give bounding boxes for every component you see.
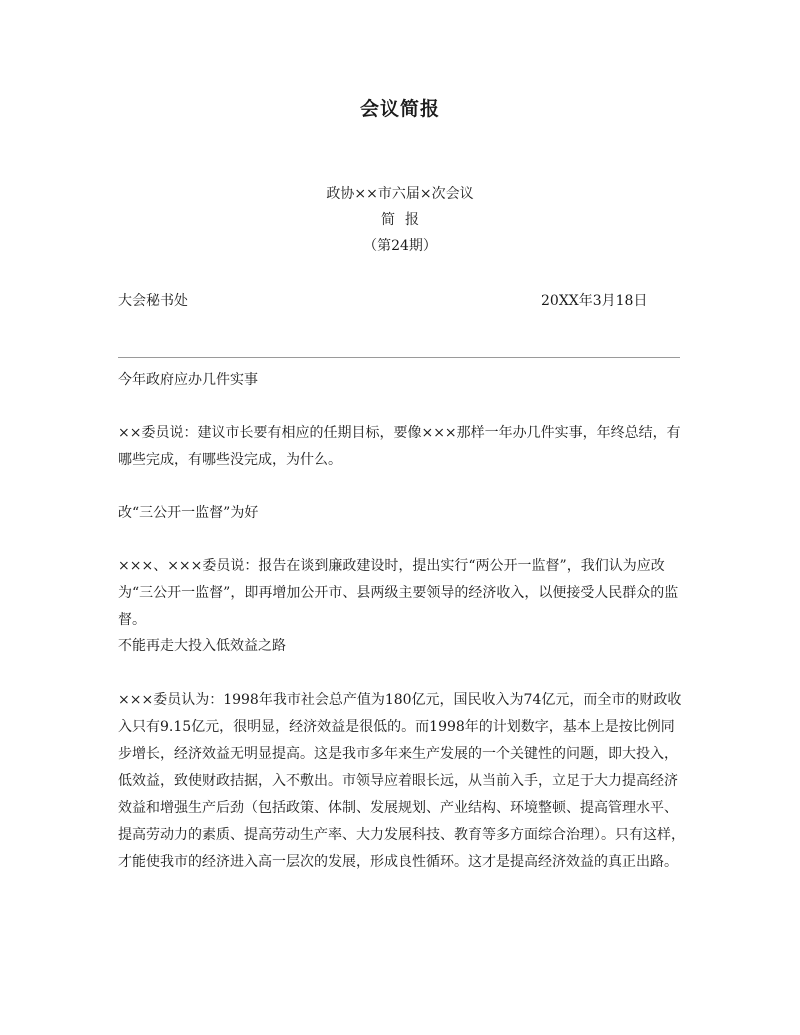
issuer: 大会秘书处	[118, 293, 188, 309]
section-heading: 不能再走大投入低效益之路	[118, 638, 286, 654]
section-body: ×××委员认为：1998年我市社会总产值为180亿元，国民收入为74亿元，而全市的财政收入只有9.15亿元，很明显，经济效益是很低的。而1998年的计划数字，基本上是按比例同步增长，经济效益无明显提高。这是我市多年来生产发展的一个关键性的问题，即大投入，低效益，致使财政拮据，入不敷出。市领导应着眼长远，从当前入手，立足于大力提高经济效益和增强生产后劲（包括政策、体制、发展规划、产业结构、环境整顿、提高管理水平、提高劳动力的素质、提高劳动生产率、大力发展科技、教育等多方面综合治理）。只有这样，才能使我市的经济进入高一层次的发展，形成良性循环。这才是提高经济效益的真正出路。	[118, 692, 685, 870]
section-heading: 今年政府应办几件实事	[118, 372, 258, 388]
header-divider	[118, 357, 680, 358]
issue-number: （第24期）	[363, 238, 437, 254]
section-body: ××委员说：建议市长要有相应的任期目标，要像×××那样一年办几件实事，年终总结，有哪些完成，有哪些没完成，为什么。	[118, 425, 681, 468]
issue-date: 20XX年3月18日	[541, 293, 648, 309]
meeting-organization: 政协××市六届×次会议	[326, 186, 474, 202]
document-title: 会议简报	[359, 98, 440, 120]
brief-label: 简报	[381, 212, 429, 228]
section-heading: 改“三公开一监督”为好	[118, 505, 259, 521]
section-body: ×××、×××委员说：报告在谈到廉政建设时，提出实行“两公开一监督”，我们认为应改为“三公开一监督”，即再增加公开市、县两级主要领导的经济收入，以便接受人民群众的监督。	[118, 558, 679, 628]
